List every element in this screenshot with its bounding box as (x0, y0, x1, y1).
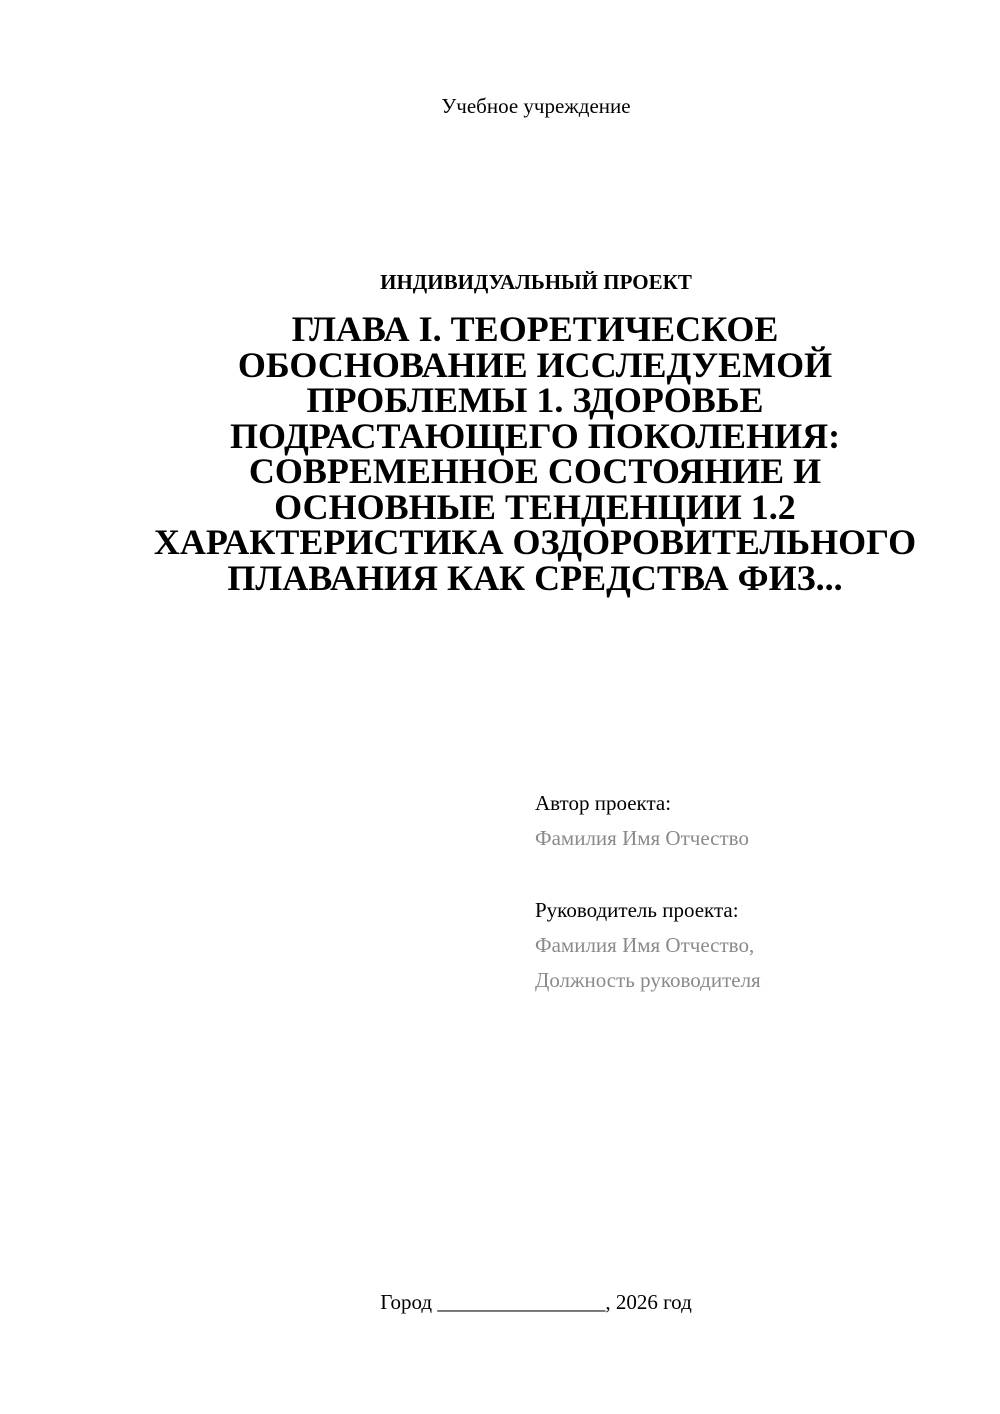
supervisor-position-placeholder: Должность руководителя (535, 968, 761, 992)
institution-name: Учебное учреждение (441, 94, 631, 118)
document-title: ГЛАВА I. ТЕОРЕТИЧЕСКОЕ ОБОСНОВАНИЕ ИССЛЕДУЕМОЙ ПРОБЛЕМЫ 1. ЗДОРОВЬЕ ПОДРАСТАЮЩЕГО ПОКОЛЕНИЯ: СОВРЕМЕННОЕ СОСТОЯНИЕ И ОСНОВНЫЕ ТЕНДЕНЦИИ 1.2 ХАРАКТЕРИСТИКА ОЗДОРОВИТЕЛЬНОГО ПЛАВАНИЯ КАК СРЕДСТВА ФИЗ... (153, 309, 917, 598)
city-year-line: Город ________________, 2026 год (380, 1290, 692, 1314)
supervisor-block (535, 893, 955, 998)
supervisor-label: Руководитель проекта: (535, 898, 739, 922)
supervisor-name-placeholder: Фамилия Имя Отчество, (535, 933, 755, 957)
author-label: Автор проекта: (535, 791, 672, 815)
author-name-placeholder: Фамилия Имя Отчество (535, 826, 749, 850)
author-block (535, 786, 955, 856)
document-type: ИНДИВИДУАЛЬНЫЙ ПРОЕКТ (380, 270, 692, 294)
